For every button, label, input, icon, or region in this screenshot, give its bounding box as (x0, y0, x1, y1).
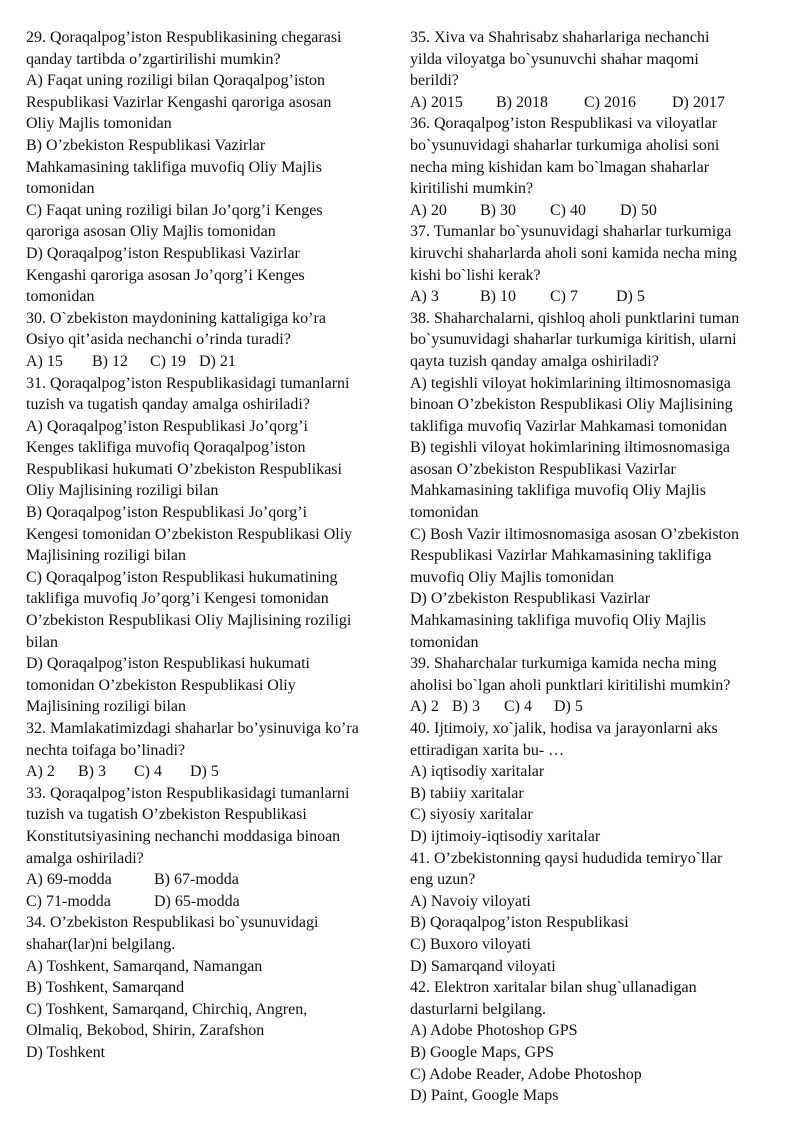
answer-option-a[interactable] (410, 761, 780, 783)
answer-option-line: Kengashi qaroriga asosan Jo’qorg’i Kenges (26, 266, 305, 284)
answer-option-b[interactable]: B) 3 (452, 698, 480, 716)
answer-option-b[interactable] (410, 1042, 780, 1064)
answer-option-line: asosan O’zbekiston Respublikasi Vazirlar (410, 460, 676, 478)
question-text-line: dasturlarni belgilang. (410, 1000, 546, 1018)
question-34 (26, 912, 392, 1063)
question-29 (26, 27, 392, 308)
question-text-line: Osiyo qit’asida nechanchi o’rinda turadi? (26, 331, 291, 349)
answer-option-line: Mahkamasining taklifiga muvofiq Oliy Majlis (410, 482, 706, 500)
question-text-line: bo`ysunuvidagi shaharlar turkumiga aholisi soni (410, 136, 720, 154)
answer-option-c[interactable]: C) 4 (134, 763, 162, 781)
question-text-line: qanday tartibda o’zgartirilishi mumkin? (26, 50, 281, 68)
answer-option-line: Oliy Majlis tomonidan (26, 115, 172, 133)
answer-option-line: A) tegishli viloyat hokimlarining iltimosnomasiga (410, 374, 731, 392)
left-column (26, 27, 392, 1064)
answer-option-line: A) Navoiy viloyati (410, 892, 531, 910)
answer-option-d[interactable] (410, 956, 780, 978)
answer-option-line: B) Qoraqalpog’iston Respublikasi Jo’qorg’i (26, 504, 308, 522)
answer-option-c[interactable] (410, 934, 780, 956)
answer-option-line: tomonidan (26, 288, 95, 306)
answer-option-line: Majlisining roziligi bilan (26, 698, 186, 716)
answer-options-row (410, 200, 780, 222)
question-text-line: berildi? (410, 72, 459, 90)
answer-option-line: Respublikasi Vazirlar Kengashi qaroriga asosan (26, 93, 332, 111)
answer-option-line: Majlisining roziligi bilan (26, 547, 186, 565)
answer-option-a[interactable]: A) 2 (410, 698, 439, 716)
question-text-line: 29. Qoraqalpog’iston Respublikasining chegarasi (26, 29, 342, 46)
answer-option-c[interactable]: C) 19 (150, 352, 186, 370)
answer-option-line: C) Toshkent, Samarqand, Chirchiq, Angren, (26, 1000, 308, 1018)
answer-options-row (26, 351, 392, 373)
answer-option-a[interactable] (26, 70, 392, 135)
answer-option-line: D) Paint, Google Maps (410, 1087, 559, 1105)
answer-option-b[interactable]: B) 3 (78, 763, 106, 781)
answer-option-a[interactable] (26, 956, 392, 978)
answer-option-b[interactable]: B) 10 (480, 288, 516, 306)
question-text-line: 35. Xiva va Shahrisabz shaharlariga nechanchi (410, 29, 710, 46)
answer-option-line: tomonidan (410, 633, 479, 651)
answer-option-line: A) Qoraqalpog’iston Respublikasi Jo’qorg’i (26, 417, 308, 435)
answer-option-line: D) Toshkent (26, 1043, 106, 1061)
question-text-line: Konstitutsiyasining nechanchi moddasiga binoan (26, 827, 341, 845)
answer-option-line: B) Qoraqalpog’iston Respublikasi (410, 914, 629, 932)
answer-option-d[interactable]: D) 5 (554, 698, 583, 716)
answer-option-line: B) O’zbekiston Respublikasi Vazirlar (26, 136, 266, 154)
question-text-line: amalga oshiriladi? (26, 849, 144, 867)
answer-option-a[interactable] (410, 891, 780, 913)
answer-option-line: binoan O’zbekiston Respublikasi Oliy Majlisining (410, 396, 733, 414)
answer-option-d[interactable] (410, 1085, 780, 1107)
answer-option-line: bilan (26, 633, 58, 651)
answer-option-b[interactable] (26, 502, 392, 567)
answer-option-line: Kengesi tomonidan O’zbekiston Respublikasi Oliy (26, 525, 353, 543)
question-text-line: 36. Qoraqalpog’iston Respublikasi va viloyatlar (410, 115, 718, 133)
question-35 (410, 27, 780, 113)
question-30 (26, 308, 392, 373)
answer-option-line: Olmaliq, Bekobod, Shirin, Zarafshon (26, 1022, 265, 1040)
answer-option-line: B) Toshkent, Samarqand (26, 979, 185, 997)
answer-option-line: tomonidan (410, 504, 479, 522)
question-text-line: kiruvchi shaharlarda aholi soni kamida necha ming (410, 244, 738, 262)
answer-option-line: A) Toshkent, Samarqand, Namangan (26, 957, 263, 975)
question-37 (410, 221, 780, 307)
answer-options-row (410, 696, 780, 718)
answer-option-line: D) Qoraqalpog’iston Respublikasi Vazirlar (26, 244, 300, 262)
answer-option-b[interactable]: B) 30 (480, 201, 516, 219)
answer-option-a[interactable]: A) 69-modda (26, 871, 112, 889)
answer-option-line: taklifiga muvofiq Jo’qorg’i Kengesi tomonidan (26, 590, 329, 608)
answer-option-b[interactable]: B) 12 (92, 352, 128, 370)
answer-option-d[interactable]: D) 5 (190, 763, 219, 781)
answer-option-line: Kenges taklifiga muvofiq Qoraqalpog’iston (26, 439, 306, 457)
answer-option-d[interactable] (410, 588, 780, 653)
question-text-line: shahar(lar)ni belgilang. (26, 935, 176, 953)
answer-option-line: Mahkamasining taklifiga muvofiq Oliy Majlis (410, 612, 706, 630)
answer-options-row (26, 761, 392, 783)
answer-option-c[interactable]: C) 71-modda (26, 892, 111, 910)
answer-option-d[interactable]: D) 50 (620, 201, 657, 219)
question-text-line: 38. Shaharchalarni, qishloq aholi punktlarini tuman (410, 309, 740, 327)
answer-option-c[interactable]: C) 40 (550, 201, 586, 219)
answer-option-d[interactable]: D) 21 (199, 352, 236, 370)
answer-option-line: C) Faqat uning roziligi bilan Jo’qorg’i Kenges (26, 201, 323, 219)
answer-option-line: B) tabiiy xaritalar (410, 784, 524, 802)
answer-option-line: A) iqtisodiy xaritalar (410, 763, 545, 781)
answer-option-a[interactable] (410, 373, 780, 438)
answer-option-line: taklifiga muvofiq Vazirlar Mahkamasi tomonidan (410, 417, 727, 435)
question-31 (26, 373, 392, 719)
question-40 (410, 718, 780, 848)
answer-option-b[interactable] (26, 135, 392, 200)
answer-option-line: qaroriga asosan Oliy Majlis tomonidan (26, 223, 276, 241)
question-text-line: nechta toifaga bo’linadi? (26, 741, 186, 759)
answer-options-row (410, 286, 780, 308)
question-text-line: yilda viloyatga bo`ysunuvchi shahar maqomi (410, 50, 699, 68)
answer-option-c[interactable]: C) 4 (504, 698, 532, 716)
answer-option-c[interactable] (26, 200, 392, 243)
answer-option-b[interactable]: B) 2018 (496, 93, 548, 111)
answer-options-row (410, 92, 780, 114)
question-text-line: tuzish va tugatish O’zbekiston Respublikasi (26, 806, 307, 824)
answer-option-b[interactable] (410, 783, 780, 805)
answer-option-d[interactable] (410, 826, 780, 848)
answer-option-c[interactable] (410, 1064, 780, 1086)
answer-option-line: C) Adobe Reader, Adobe Photoshop (410, 1065, 642, 1083)
answer-options-row (26, 869, 392, 891)
answer-option-a[interactable]: A) 20 (410, 201, 447, 219)
answer-option-a[interactable]: A) 15 (26, 352, 63, 370)
answer-option-line: D) ijtimoiy-iqtisodiy xaritalar (410, 827, 601, 845)
answer-option-d[interactable]: D) 5 (616, 288, 645, 306)
question-text-line: bo`ysunuvidagi shaharlar turkumiga kiritish, ularni (410, 331, 737, 349)
question-text-line: 37. Tumanlar bo`ysunuvidagi shaharlar turkumiga (410, 223, 732, 241)
question-text-line: aholisi bo`lgan aholi punktlari kiritilishi mumkin? (410, 676, 731, 694)
answer-option-line: A) Faqat uning roziligi bilan Qoraqalpog’iston (26, 72, 326, 90)
answer-option-c[interactable] (410, 524, 780, 589)
answer-option-c[interactable]: C) 2016 (584, 93, 636, 111)
answer-option-line: D) Samarqand viloyati (410, 957, 556, 975)
answer-option-b[interactable] (410, 912, 780, 934)
answer-option-line: O’zbekiston Respublikasi Oliy Majlisining roziligi (26, 612, 352, 630)
question-text-line: necha ming kishidan kam bo`lmagan shaharlar (410, 158, 710, 176)
answer-option-c[interactable]: C) 7 (550, 288, 578, 306)
answer-option-a[interactable]: A) 2015 (410, 93, 463, 111)
question-text-line: kishi bo`lishi kerak? (410, 266, 541, 284)
question-38 (410, 308, 780, 654)
answer-option-a[interactable]: A) 3 (410, 288, 439, 306)
answer-option-line: C) siyosiy xaritalar (410, 806, 533, 824)
question-text-line: tuzish va tugatish qanday amalga oshiriladi? (26, 396, 310, 414)
question-42 (410, 977, 780, 1107)
question-32 (26, 718, 392, 783)
answer-option-a[interactable] (26, 416, 392, 502)
question-text-line: 31. Qoraqalpog’iston Respublikasidagi tumanlarni (26, 374, 350, 392)
answer-option-line: Mahkamasining taklifiga muvofiq Oliy Majlis (26, 158, 322, 176)
answer-option-b[interactable] (410, 437, 780, 523)
answer-option-d[interactable] (26, 1042, 392, 1064)
question-text-line: 32. Mamlakatimizdagi shaharlar bo’ysinuviga ko’ra (26, 720, 359, 737)
answer-option-line: muvofiq Oliy Majlis tomonidan (410, 568, 614, 586)
answer-option-d[interactable]: D) 2017 (672, 93, 725, 111)
question-39 (410, 653, 780, 718)
question-text-line: kiritilishi mumkin? (410, 180, 534, 198)
question-text-line: 39. Shaharchalar turkumiga kamida necha ming (410, 655, 717, 673)
question-text-line: qayta tuzish qanday amalga oshiriladi? (410, 352, 659, 370)
answer-option-b[interactable] (26, 977, 392, 999)
question-33 (26, 783, 392, 913)
answer-option-line: C) Qoraqalpog’iston Respublikasi hukumatining (26, 568, 338, 586)
answer-option-line: B) tegishli viloyat hokimlarining iltimosnomasiga (410, 439, 730, 457)
question-text-line: 30. O`zbekiston maydonining kattaligiga ko’ra (26, 309, 326, 327)
answer-option-line: B) Google Maps, GPS (410, 1043, 555, 1061)
answer-option-d[interactable]: D) 65-modda (154, 892, 240, 910)
right-column (410, 27, 780, 1107)
question-text-line: 34. O’zbekiston Respublikasi bo`ysunuvidagi (26, 914, 319, 932)
answer-option-c[interactable] (26, 999, 392, 1042)
answer-option-d[interactable] (26, 243, 392, 308)
answer-option-line: C) Buxoro viloyati (410, 935, 531, 953)
answer-option-line: tomonidan (26, 180, 95, 198)
answer-option-line: A) Adobe Photoshop GPS (410, 1022, 578, 1040)
answer-option-line: D) Qoraqalpog’iston Respublikasi hukumati (26, 655, 310, 673)
answer-option-a[interactable]: A) 2 (26, 763, 55, 781)
answer-option-c[interactable] (410, 804, 780, 826)
answer-option-line: Respublikasi Vazirlar Mahkamasining taklifiga (410, 547, 712, 565)
answer-option-a[interactable] (410, 1020, 780, 1042)
question-text-line: 40. Ijtimoiy, xo`jalik, hodisa va jarayonlarni aks (410, 720, 718, 737)
question-36 (410, 113, 780, 221)
question-text-line: 33. Qoraqalpog’iston Respublikasidagi tumanlarni (26, 784, 350, 802)
answer-option-line: Respublikasi hukumati O’zbekiston Respublikasi (26, 460, 342, 478)
answer-options-row (26, 891, 392, 913)
answer-option-line: tomonidan O’zbekiston Respublikasi Oliy (26, 676, 296, 694)
answer-option-c[interactable] (26, 567, 392, 653)
answer-option-line: Oliy Majlisining roziligi bilan (26, 482, 219, 500)
question-text-line: ettiradigan xarita bu- … (410, 741, 565, 759)
question-text-line: 42. Elektron xaritalar bilan shug`ullanadigan (410, 979, 697, 997)
question-41 (410, 848, 780, 978)
answer-option-line: C) Bosh Vazir iltimosnomasiga asosan O’zbekiston (410, 525, 739, 543)
question-text-line: eng uzun? (410, 871, 476, 889)
question-text-line: 41. O’zbekistonning qaysi hududida temiryo`llar (410, 849, 723, 867)
answer-option-line: D) O’zbekiston Respublikasi Vazirlar (410, 590, 651, 608)
answer-option-b[interactable]: B) 67-modda (154, 871, 239, 889)
answer-option-d[interactable] (26, 653, 392, 718)
